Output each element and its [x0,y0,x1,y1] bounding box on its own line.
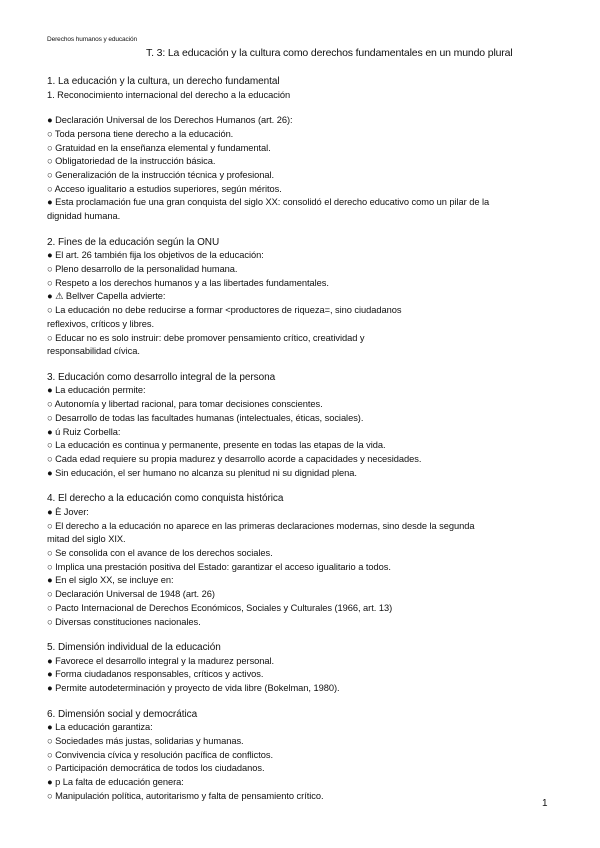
list-item: ● La educación garantiza: [47,722,153,733]
list-item: ● È Jover: [47,506,89,517]
section-heading: 6. Dimensión social y democrática [47,708,198,720]
list-item: ● La educación permite: [47,385,146,396]
section-heading: 4. El derecho a la educación como conquista histórica [47,493,284,505]
list-item: ○ La educación es continua y permanente, presente en todas las etapas de la vida. [47,440,386,451]
list-item: ● El art. 26 también fija los objetivos de la educación: [47,250,264,261]
list-item: ● Declaración Universal de los Derechos Humanos (art. 26): [47,115,293,126]
list-item: ○ Desarrollo de todas las facultades humanas (intelectuales, éticas, sociales). [47,412,364,423]
list-item: ○ Se consolida con el avance de los derechos sociales. [47,547,273,558]
list-item: ○ Obligatoriedad de la instrucción básica. [47,156,216,167]
list-item: ○ Autonomía y libertad racional, para tomar decisiones conscientes. [47,399,323,410]
list-item: ● Forma ciudadanos responsables, críticos y activos. [47,669,264,680]
list-item: ○ Generalización de la instrucción técnica y profesional. [47,170,275,181]
list-item: ○ El derecho a la educación no aparece en las primeras declaraciones modernas, sino desde la segunda mitad del siglo XIX. [47,520,475,545]
list-item: ○ Diversas constituciones nacionales. [47,616,201,627]
running-header: Derechos humanos y educación [47,36,138,43]
list-item: ○ Implica una prestación positiva del Estado: garantizar el acceso igualitario a todos. [47,561,391,572]
list-item: ○ Declaración Universal de 1948 (art. 26) [47,589,215,600]
document-body [47,75,517,804]
section-heading: 1. La educación y la cultura, un derecho fundamental [47,76,280,87]
list-item: ○ La educación no debe reducirse a formar <productores de riqueza=, sino ciudadanos reflexivos, críticos y libres. [47,305,402,329]
list-item: ○ Participación democrática de todos los ciudadanos. [47,763,265,774]
list-item: ○ Acceso igualitario a estudios superiores, según méritos. [47,183,282,194]
list-item: ○ Manipulación política, autoritarismo y falta de pensamiento crítico. [47,790,324,801]
list-item: ○ Pacto Internacional de Derechos Económicos, Sociales y Culturales (1966, art. 13) [47,602,393,613]
document-title: T. 3: La educación y la cultura como derechos fundamentales en un mundo plural [146,47,513,59]
section-subheading: 1. Reconocimiento internacional del derecho a la educación [47,89,291,100]
list-item: ● Favorece el desarrollo integral y la madurez personal. [47,655,275,666]
list-item: ○ Convivencia cívica y resolución pacífica de conflictos. [47,749,273,760]
list-item: ● p La falta de educación genera: [47,777,184,788]
section-heading: 3. Educación como desarrollo integral de la persona [47,371,276,383]
page-number: 1 [542,798,548,809]
list-item: ○ Pleno desarrollo de la personalidad humana. [47,264,238,275]
list-item: ● Sin educación, el ser humano no alcanza su plenitud ni su dignidad plena. [47,467,357,478]
list-item: ○ Educar no es solo instruir: debe promover pensamiento crítico, creatividad y responsabilidad cívica. [47,332,365,357]
list-item: ○ Cada edad requiere su propia madurez y desarrollo acorde a capacidades y necesidades. [47,453,422,464]
list-item: ● Permite autodeterminación y proyecto de vida libre (Bokelman, 1980). [47,683,340,694]
list-item: ● ⚠ Bellver Capella advierte: [47,291,166,302]
list-item: ○ Sociedades más justas, solidarias y humanas. [47,736,244,747]
list-item: ○ Gratuidad en la enseñanza elemental y fundamental. [47,142,271,153]
section-heading: 2. Fines de la educación según la ONU [47,236,220,248]
list-item: ● En el siglo XX, se incluye en: [47,575,174,586]
list-item: ○ Toda persona tiene derecho a la educación. [47,128,234,139]
section-heading: 5. Dimensión individual de la educación [47,642,221,654]
list-item: ● ú Ruiz Corbella: [47,426,121,437]
list-item: ● Esta proclamación fue una gran conquista del siglo XX: consolidó el derecho educativo como un pilar de la dignidad humana. [47,197,490,222]
list-item: ○ Respeto a los derechos humanos y a las libertades fundamentales. [47,277,329,288]
